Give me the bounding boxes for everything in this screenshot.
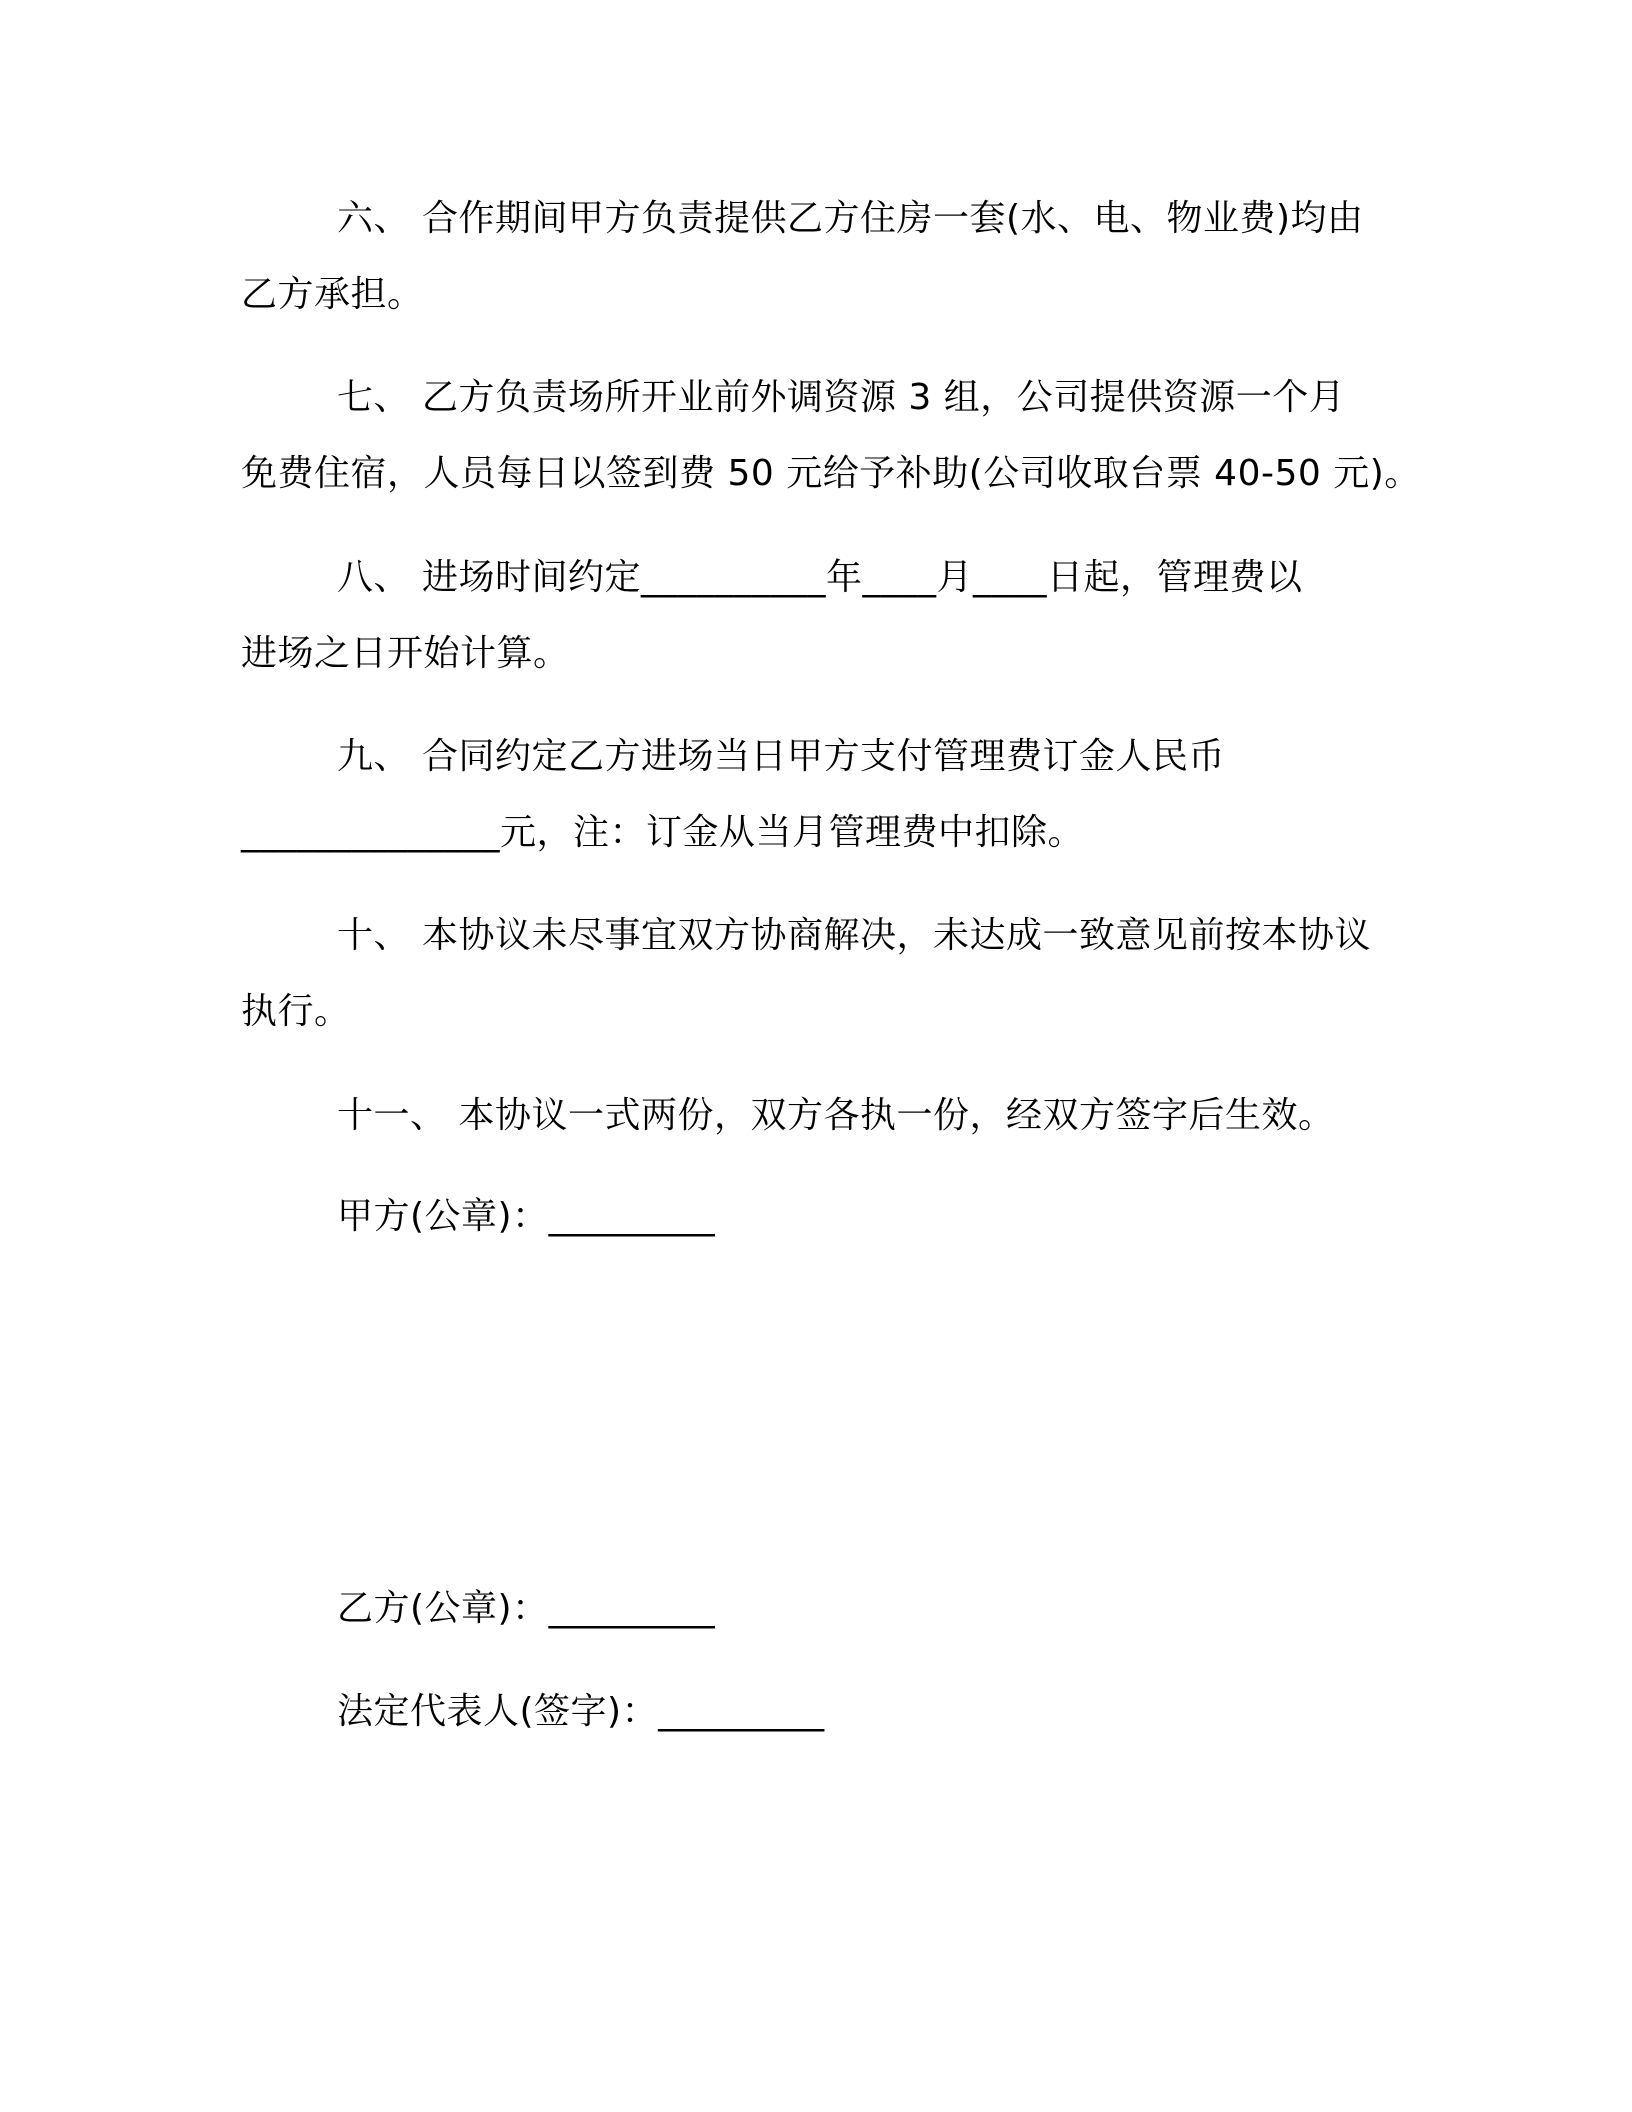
clause-7-line-2: 免费住宿，人员每日以签到费 50 元给予补助(公司收取台票 40-50 元)。	[241, 453, 1421, 494]
clause-8-line-2: 进场之日开始计算。	[241, 633, 570, 674]
clause-7-line-1: 七、 乙方负责场所开业前外调资源 3 组，公司提供资源一个月	[337, 377, 1346, 418]
party-b-signature: 乙方(公章)：_________	[337, 1588, 716, 1629]
party-a-signature: 甲方(公章)：_________	[337, 1196, 716, 1237]
clause-6-line-1: 六、 合作期间甲方负责提供乙方住房一套(水、电、物业费)均由	[337, 198, 1364, 239]
clause-9-line-1: 九、 合同约定乙方进场当日甲方支付管理费订金人民币	[337, 736, 1225, 777]
clause-9-line-2: ______________元，注：订金从当月管理费中扣除。	[241, 812, 1085, 853]
clause-11-line-1: 十一、 本协议一式两份，双方各执一份，经双方签字后生效。	[337, 1095, 1335, 1136]
clause-6-line-2: 乙方承担。	[241, 274, 424, 315]
clause-8-line-1: 八、 进场时间约定__________年____月____日起，管理费以	[337, 557, 1303, 598]
clause-10-line-1: 十、 本协议未尽事宜双方协商解决，未达成一致意见前按本协议	[337, 915, 1371, 956]
clause-10-line-2: 执行。	[241, 991, 351, 1032]
legal-representative-signature: 法定代表人(签字)：_________	[337, 1691, 825, 1732]
